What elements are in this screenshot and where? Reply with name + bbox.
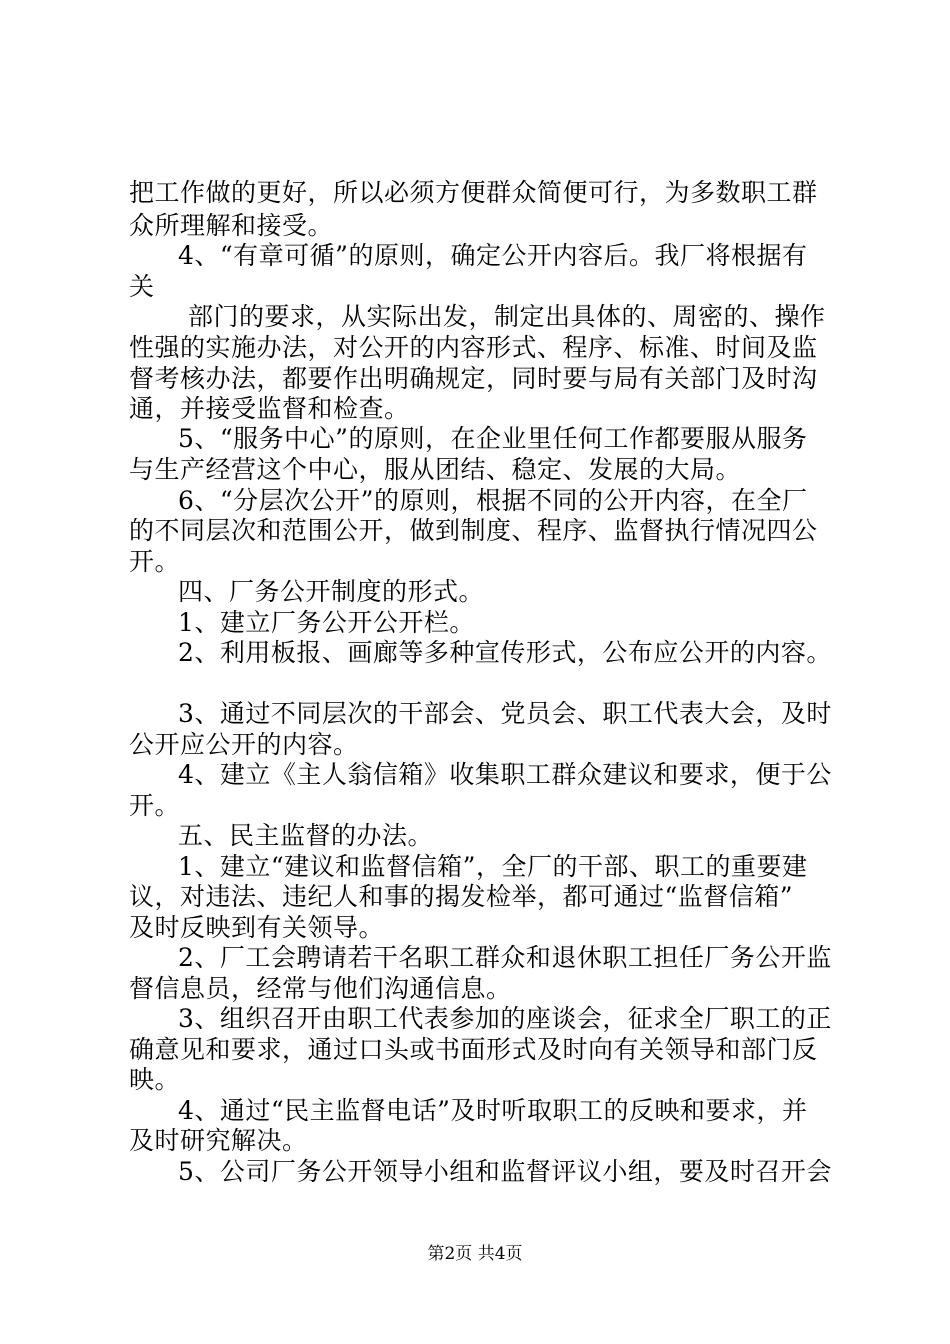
text-line: 映。: [129, 1065, 181, 1094]
text-line: 及时研究解决。: [129, 1126, 308, 1155]
text-line: 的不同层次和范围公开，做到制度、程序、监督执行情况四公: [129, 516, 818, 545]
text-line: 确意见和要求，通过口头或书面形式及时向有关领导和部门反: [129, 1035, 818, 1064]
text-line: 公开应公开的内容。: [129, 730, 359, 759]
text-line: 与生产经营这个中心，服从团结、稳定、发展的大局。: [129, 455, 742, 484]
section-heading: 四、厂务公开制度的形式。: [178, 577, 485, 606]
text-line: 2、厂工会聘请若干名职工群众和退休职工担任厂务公开监: [178, 943, 832, 972]
text-line: 4、“有章可循”的原则，确定公开内容后。我厂将根据有: [178, 241, 808, 270]
text-line: 5、公司厂务公开领导小组和监督评议小组，要及时召开会: [178, 1157, 832, 1186]
text-line: 1、建立厂务公开公开栏。: [178, 608, 475, 637]
text-line: 开。: [129, 547, 181, 576]
page-footer: 第2页 共4页: [427, 1244, 523, 1264]
text-line: 部门的要求，从实际出发，制定出具体的、周密的、操作: [188, 302, 826, 331]
text-line: 6、“分层次公开”的原则，根据不同的公开内容，在全厂: [178, 486, 808, 515]
text-line: 3、通过不同层次的干部会、党员会、职工代表大会，及时: [178, 699, 832, 728]
text-line: 开。: [129, 791, 181, 820]
text-line: 5、“服务中心”的原则，在企业里任何工作都要服从服务: [178, 424, 808, 453]
text-line: 通，并接受监督和检查。: [129, 394, 410, 423]
text-line: 及时反映到有关领导。: [129, 913, 385, 942]
text-line: 议，对违法、违纪人和事的揭发检举，都可通过“监督信箱”: [129, 882, 794, 911]
text-line: 3、组织召开由职工代表参加的座谈会，征求全厂职工的正: [178, 1004, 832, 1033]
text-line: 众所理解和接受。: [129, 211, 334, 240]
text-line: 1、建立“建议和监督信箱”，全厂的干部、职工的重要建: [178, 852, 808, 881]
text-line: 督考核办法，都要作出明确规定，同时要与局有关部门及时沟: [129, 364, 818, 393]
text-line: 督信息员，经常与他们沟通信息。: [129, 974, 512, 1003]
text-line: 性强的实施办法，对公开的内容形式、程序、标准、时间及监: [129, 333, 818, 362]
text-line: 4、通过“民主监督电话”及时听取职工的反映和要求，并: [178, 1096, 808, 1125]
text-line: 4、建立《主人翁信箱》收集职工群众建议和要求，便于公: [178, 760, 832, 789]
text-line: 2、利用板报、画廊等多种宣传形式，公布应公开的内容。: [178, 638, 832, 667]
text-line: 关: [129, 272, 155, 301]
text-line: 把工作做的更好，所以必须方便群众简便可行，为多数职工群: [129, 178, 818, 207]
section-heading: 五、民主监督的办法。: [178, 821, 434, 850]
